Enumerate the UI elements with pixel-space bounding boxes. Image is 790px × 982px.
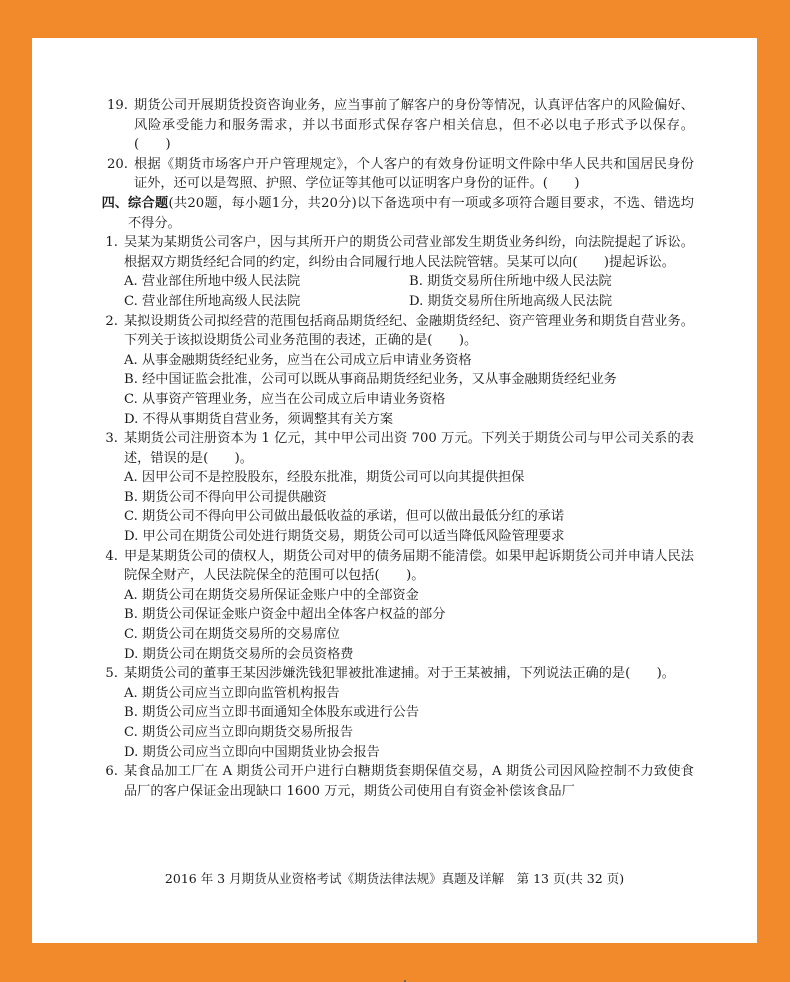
question-text: 某拟设期货公司拟经营的范围包括商品期货经纪、金融期货经纪、资产管理业务和期货自营业务。下列关于该拟设期货公司业务范围的表述，正确的是( )。 [124, 313, 694, 349]
option: A. 从事金融期货经纪业务，应当在公司成立后申请业务资格 [124, 352, 472, 368]
option: B. 期货交易所住所地中级人民法院 [409, 274, 612, 290]
question-number: 5. [105, 666, 118, 682]
question-number: 6. [105, 764, 118, 780]
question-text: 甲是某期货公司的债权人，期货公司对甲的债务届期不能清偿。如果甲起诉期货公司并申请人民法院保全财产，人民法院保全的范围可以包括( )。 [124, 548, 694, 584]
option: A. 期货公司应当立即向监管机构报告 [124, 685, 340, 701]
option: C. 期货公司在期货交易所的交易席位 [124, 627, 340, 643]
option: D. 期货交易所住所地高级人民法院 [409, 293, 613, 309]
question-text: 某食品加工厂在 A 期货公司开户进行白糖期货套期保值交易，A 期货公司因风险控制不力致使食品厂的客户保证金出现缺口 1600 万元，期货公司使用自有资金补偿该食品厂 [124, 764, 694, 799]
tf-question-19 [94, 96, 694, 155]
options-4 [94, 586, 694, 664]
option: D. 不得从事期货自营业务，须调整其有关方案 [124, 411, 394, 427]
question-text: 某期货公司注册资本为 1 亿元，其中甲公司出资 700 万元。下列关于期货公司与甲公司关系的表述，错误的是( )。 [124, 431, 694, 466]
question-4 [94, 547, 694, 586]
option: C. 期货公司应当立即向期货交易所报告 [124, 725, 354, 740]
option: A. 营业部住所地中级人民法院 [124, 274, 301, 290]
section-text [128, 194, 694, 233]
question-6 [94, 762, 694, 801]
options-2 [94, 351, 694, 429]
page-footer: 2016 年 3 月期货从业资格考试《期货法律法规》真题及详解 第 13 页(共 32 页) [164, 871, 625, 886]
question-text: 某期货公司的董事王某因涉嫌洗钱犯罪被批准逮捕。对于王某被捕，下列说法正确的是( )。 [124, 666, 675, 682]
option: D. 甲公司在期货公司处进行期货交易，期货公司可以适当降低风险管理要求 [124, 529, 565, 545]
question-number: 3. [105, 431, 118, 447]
option: C. 从事资产管理业务，应当在公司成立后申请业务资格 [124, 391, 446, 407]
document-page [32, 38, 757, 943]
section-title: 综合题 [128, 195, 169, 211]
option: B. 期货公司保证金账户资金中超出全体客户权益的部分 [124, 607, 446, 623]
option: B. 期货公司应当立即书面通知全体股东或进行公告 [124, 705, 420, 721]
option: D. 期货公司应当立即向中国期货业协会报告 [124, 744, 380, 760]
question-5 [94, 664, 694, 684]
question-number: 2. [105, 313, 118, 329]
question-2 [94, 312, 694, 351]
question-1 [94, 233, 694, 272]
option: A. 期货公司在期货交易所保证金账户中的全部资金 [124, 587, 419, 603]
question-3 [94, 429, 694, 468]
question-text: 吴某为某期货公司客户，因与其所开户的期货公司营业部发生期货业务纠纷，向法院提起了诉讼。根据双方期货经纪合同的约定，纠纷由合同履行地人民法院管辖。吴某可以向( )提起诉讼。 [124, 235, 694, 270]
option: D. 期货公司在期货交易所的会员资格费 [124, 646, 354, 662]
options-5 [94, 684, 694, 762]
section-instructions: (共20题，每小题1分，共20分)以下备选项中有一项或多项符合题目要求，不选、错选均不得分。 [128, 195, 694, 231]
question-text: 根据《期货市场客户开户管理规定》，个人客户的有效身份证明文件除中华人民共和国居民身份证外，还可以是驾照、护照、学位证等其他可以证明客户身份的证件。( ) [134, 156, 694, 192]
option: C. 期货公司不得向甲公司做出最低收益的承诺，但可以做出最低分红的承诺 [124, 509, 565, 525]
option: B. 期货公司不得向甲公司提供融资 [124, 489, 327, 505]
page-content [94, 96, 694, 801]
options-1 [94, 272, 694, 311]
question-text: 期货公司开展期货投资咨询业务，应当事前了解客户的身份等情况，认真评估客户的风险偏好、风险承受能力和服务需求，并以书面形式保存客户相关信息，但不必以电子形式予以保存。( ) [134, 98, 694, 153]
question-number: 1. [105, 235, 118, 251]
section-heading [94, 194, 694, 233]
options-3 [94, 468, 694, 546]
section-label: 四、 [101, 195, 128, 211]
tf-question-20 [94, 155, 694, 194]
question-number: 19. [107, 98, 128, 113]
option: A. 因甲公司不是控股股东，经股东批准，期货公司可以向其提供担保 [124, 470, 525, 486]
question-number: 4. [105, 548, 118, 564]
option: B. 经中国证监会批准，公司可以既从事商品期货经纪业务，又从事金融期货经纪业务 [124, 372, 617, 388]
option: C. 营业部住所地高级人民法院 [124, 293, 301, 309]
question-number: 20. [107, 156, 128, 172]
